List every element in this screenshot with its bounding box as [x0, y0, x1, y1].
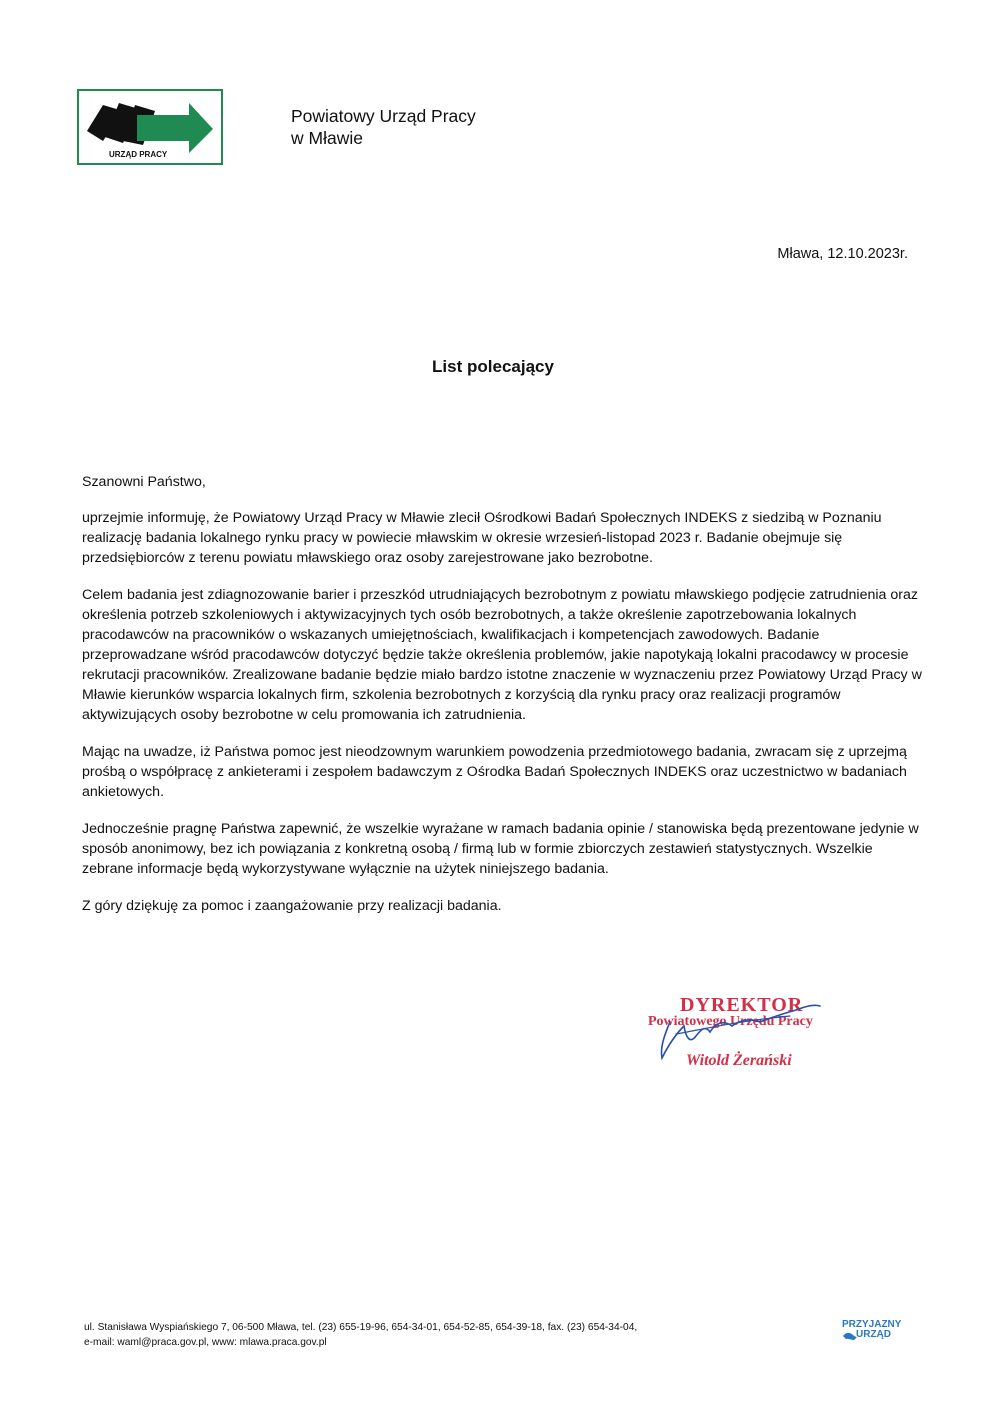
org-name-line2: w Mławie [291, 128, 363, 148]
document-title: List polecający [432, 357, 554, 376]
office-logo [77, 89, 223, 165]
paragraph-4: Jednocześnie pragnę Państwa zapewnić, że wszelkie wyrażane w ramach badania opinie / stanowiska będą prezentowane jedynie w sposób anonimowy, bez ich powiązania z konkretną osobą / firmą lub w formie zbiorczych zestawień statystycznych. Wszelkie zebrane informacje będą wykorzystywane wyłącznie na użytek niniejszego badania. [82, 821, 919, 877]
organization-name [291, 105, 476, 149]
signature-stamp [640, 992, 870, 1082]
badge-line1: PRZYJAZNY [842, 1319, 902, 1330]
stamp-office: Powiatowego Urzędu Pracy [648, 1014, 813, 1029]
footer-address: ul. Stanisława Wyspiańskiego 7, 06-500 Mława, tel. (23) 655-19-96, 654-34-01, 654-52-85, 654-39-18, fax. (23) 654-34-04, [84, 1322, 638, 1333]
handwritten-signature-icon [640, 992, 870, 1082]
stamp-name: Witold Żerański [686, 1052, 792, 1069]
paragraph-1: uprzejmie informuję, że Powiatowy Urząd Pracy w Mławie zlecił Ośrodkowi Badań Społecznych INDEKS z siedzibą w Poznaniu realizację badania lokalnego rynku pracy w powiecie mławskim w okresie wrzesień-listopad 2023 r. Badanie obejmuje się przedsiębiorców z terenu powiatu mławskiego oraz osoby zarejestrowane jako bezrobotne. [82, 510, 882, 566]
salutation: Szanowni Państwo, [82, 474, 206, 490]
handshake-icon [842, 1330, 858, 1342]
friendly-office-badge [842, 1320, 908, 1348]
letter-body [82, 472, 922, 933]
logo-caption: URZĄD PRACY [109, 150, 168, 159]
arrow-logo-icon [79, 91, 221, 163]
paragraph-5: Z góry dziękuję za pomoc i zaangażowanie przy realizacji badania. [82, 898, 502, 914]
letter-date: Mława, 12.10.2023r. [777, 246, 908, 262]
stamp-title: DYREKTOR [680, 994, 804, 1016]
paragraph-3: Mając na uwadze, iż Państwa pomoc jest nieodzownym warunkiem powodzenia przedmiotowego badania, zwracam się z uprzejmą prośbą o współpracę z ankieterami i zespołem badawczym z Ośrodka Badań Społecznych INDEKS oraz uczestnictwo w badaniach ankietowych. [82, 744, 907, 800]
badge-line2: URZĄD [856, 1329, 891, 1340]
footer-email-web: e-mail: waml@praca.gov.pl, www: mlawa.praca.gov.pl [84, 1337, 327, 1348]
org-name-line1: Powiatowy Urząd Pracy [291, 106, 476, 126]
footer-contact [84, 1320, 637, 1350]
paragraph-2: Celem badania jest zdiagnozowanie barier i przeszkód utrudniających bezrobotnym z powiatu mławskiego podjęcie zatrudnienia oraz określenia potrzeb szkoleniowych i aktywizacyjnych tych osób bezrobotnych, a także określenie zapotrzebowania lokalnych pracodawców na pracowników o wskazanych umiejętnościach, kwalifikacjach i kompetencjach zawodowych. Badanie przeprowadzane wśród pracodawców dotyczyć będzie także określenia problemów, jakie napotykają lokalni pracodawcy w procesie rekrutacji pracowników. Zrealizowane badanie będzie miało bardzo istotne znaczenie w wyznaczeniu przez Powiatowy Urząd Pracy w Mławie kierunków wsparcia lokalnych firm, szkolenia bezrobotnych z korzyścią dla rynku pracy oraz realizacji programów aktywizujących osoby bezrobotne w celu promowania ich zatrudnienia. [82, 587, 922, 723]
